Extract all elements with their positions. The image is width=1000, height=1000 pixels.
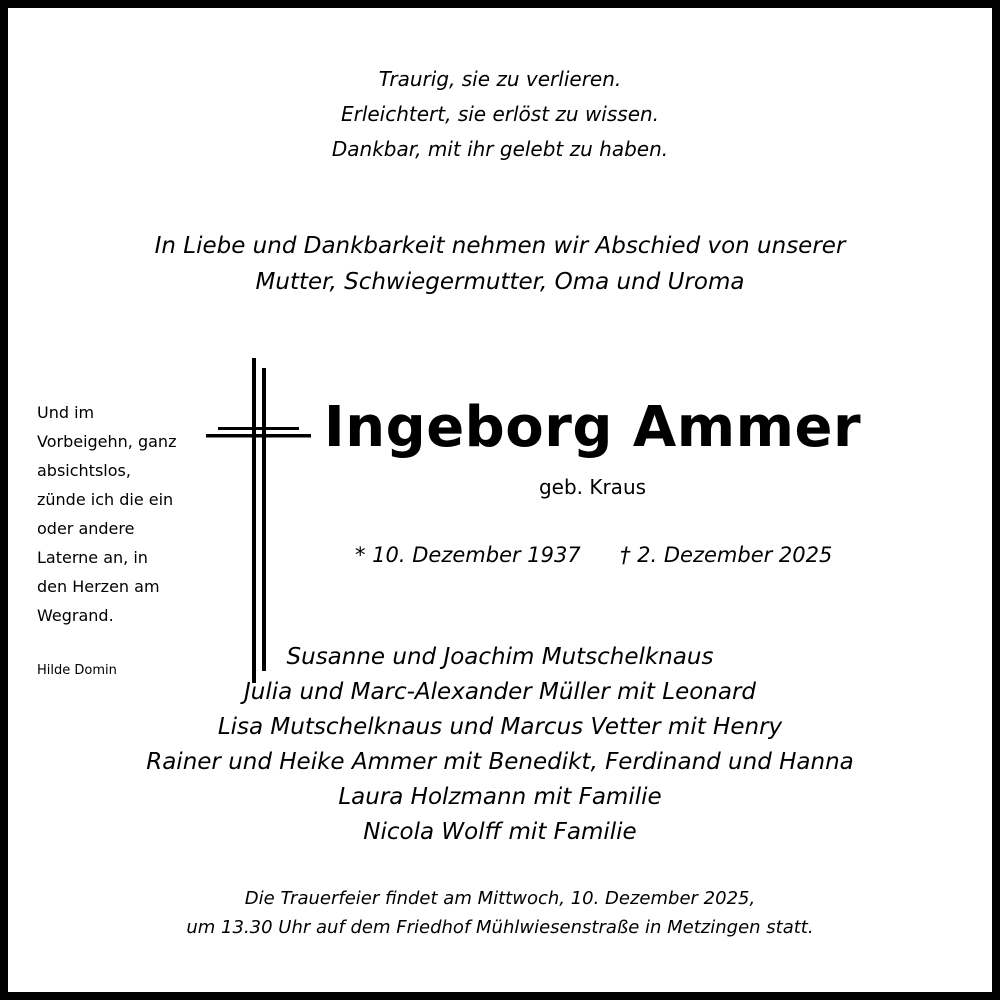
service-line: um 13.30 Uhr auf dem Friedhof Mühlwiesenstraße in Metzingen statt. [186,917,814,938]
motto-line: Dankbar, mit ihr gelebt zu haben. [331,137,669,161]
funeral-service-info [0,884,1000,942]
deceased-name: Ingeborg Ammer [323,395,862,460]
poem-line: Vorbeigehn, ganz [37,432,177,451]
motto-line: Traurig, sie zu verlieren. [378,67,622,91]
poem [37,398,207,630]
maiden-name: geb. Kraus [538,475,647,499]
intro-line: In Liebe und Dankbarkeit nehmen wir Abschied von unserer [154,233,846,259]
poem-line: Wegrand. [37,606,114,625]
mourner-line: Rainer und Heike Ammer mit Benedikt, Ferdinand und Hanna [146,749,854,775]
poem-line: den Herzen am [37,577,160,596]
intro-text [0,228,1000,300]
service-line: Die Trauerfeier findet am Mittwoch, 10. Dezember 2025, [244,888,756,909]
poem-line: oder andere [37,519,135,538]
mourners-list [0,640,1000,850]
poem-line: Und im [37,403,95,422]
poem-line: Laterne an, in [37,548,148,567]
poem-author: Hilde Domin [37,663,117,678]
intro-line: Mutter, Schwiegermutter, Oma und Uroma [255,269,745,295]
poem-line: zünde ich die ein [37,490,174,509]
motto-line: Erleichtert, sie erlöst zu wissen. [340,102,660,126]
cross-icon [200,355,320,689]
death-date: † 2. Dezember 2025 [620,543,833,567]
birth-date: * 10. Dezember 1937 [355,543,581,567]
motto [0,62,1000,167]
mourner-line: Susanne und Joachim Mutschelknaus [286,644,714,670]
mourner-line: Laura Holzmann mit Familie [338,784,662,810]
mourner-line: Lisa Mutschelknaus und Marcus Vetter mit Henry [217,714,783,740]
mourner-line: Julia und Marc-Alexander Müller mit Leonard [243,679,757,705]
poem-line: absichtslos, [37,461,131,480]
mourner-line: Nicola Wolff mit Familie [363,819,637,845]
